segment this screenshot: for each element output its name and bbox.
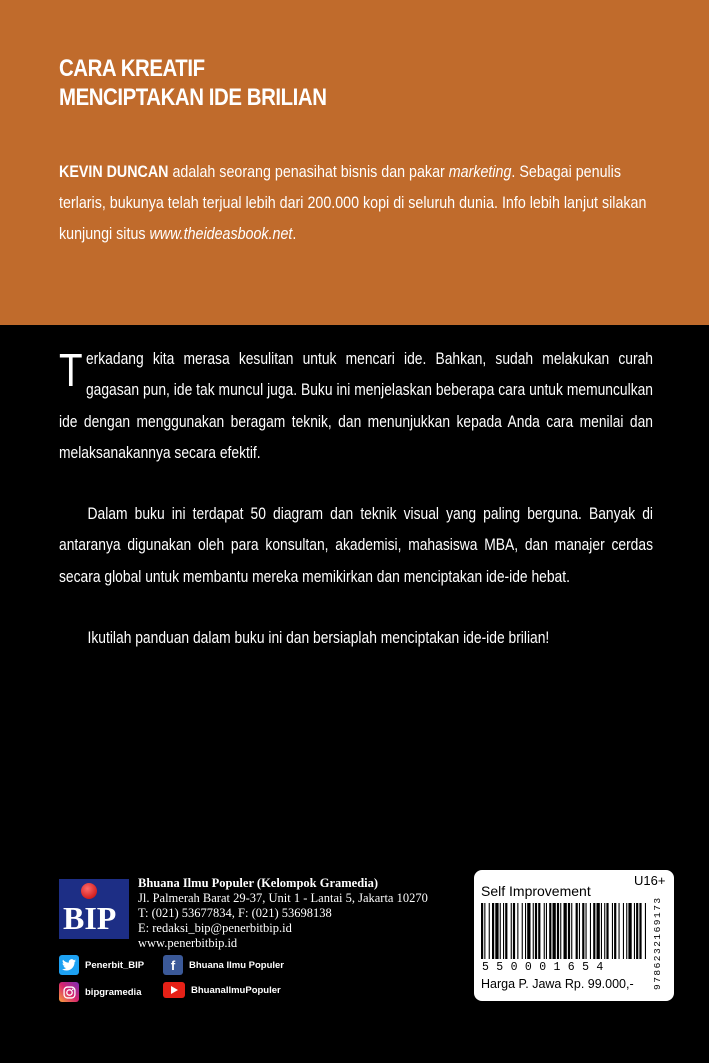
- author-website: www.theideasbook.net: [149, 224, 293, 243]
- barcode-price: Harga P. Jawa Rp. 99.000,-: [481, 977, 634, 991]
- logo-dot: [81, 883, 97, 899]
- barcode-category: Self Improvement: [481, 883, 591, 899]
- cover-top-panel: [0, 0, 709, 325]
- blurb-paragraph-2: Dalam buku ini terdapat 50 diagram dan teknik visual yang paling berguna. Banyak di antaranya digunakan oleh para konsultan, akademisi, mahasiswa MBA, dan manajer cerdas secara global untuk membantu mereka memikirkan dan menciptakan ide-ide hebat.: [59, 505, 654, 586]
- social-youtube: [163, 982, 281, 998]
- author-bio: [59, 156, 647, 249]
- dropcap: T: [59, 344, 83, 396]
- book-title: [59, 54, 327, 112]
- blurb-p1-text: erkadang kita merasa kesulitan untuk mencari ide. Bahkan, sudah melakukan curah gagasan pun, ide tak muncul juga. Buku ini menjelaskan beberapa cara untuk memunculkan ide dengan menggunakan beragam teknik, dan menunjukkan kepada Anda cara menilai dan melaksanakannya secara efektif.: [59, 350, 654, 462]
- twitter-handle: Penerbit_BIP: [85, 959, 145, 971]
- barcode-box: [474, 870, 674, 1001]
- publisher-info: [138, 876, 428, 951]
- facebook-handle: Bhuana Ilmu Populer: [189, 959, 285, 971]
- author-text-b: . Sebagai penulis terlaris, bukunya telah terjual lebih dari 200.000 kopi di seluruh dunia. Info lebih lanjut silakan kunjungi situs: [59, 162, 647, 243]
- author-text-end: .: [292, 224, 297, 243]
- social-instagram: [59, 982, 142, 1002]
- twitter-icon: [59, 955, 79, 975]
- social-twitter: [59, 955, 144, 975]
- publisher-logo: [59, 879, 129, 939]
- author-text-a: adalah seorang penasihat bisnis dan pakar: [168, 162, 449, 181]
- title-line-2a: MENCIPTAKAN IDE: [59, 84, 242, 111]
- logo-text: BIP: [63, 900, 117, 936]
- barcode-bars: [479, 903, 649, 959]
- blurb-paragraph-3: Ikutilah panduan dalam buku ini dan bersiaplah menciptakan ide-ide brilian!: [87, 629, 550, 648]
- title-line-2: [59, 83, 327, 112]
- instagram-handle: bipgramedia: [85, 986, 142, 998]
- publisher-web: www.penerbitbip.id: [138, 936, 238, 950]
- facebook-icon: f: [163, 955, 183, 975]
- publisher-phone: T: (021) 53677834, F: (021) 53698138: [138, 906, 332, 920]
- barcode-number: 550001654: [482, 961, 611, 974]
- instagram-icon: [59, 982, 79, 1002]
- title-line-2b: BRILIAN: [246, 84, 327, 111]
- youtube-icon: [163, 982, 185, 998]
- barcode-isbn: 9786232169173: [652, 896, 663, 990]
- title-line-1: CARA KREATIF: [59, 55, 205, 82]
- blurb: [59, 344, 653, 684]
- publisher-name: Bhuana Ilmu Populer (Kelompok Gramedia): [138, 876, 379, 890]
- youtube-handle: BhuanaIlmuPopuler: [191, 984, 281, 996]
- author-name: KEVIN DUNCAN: [59, 162, 169, 181]
- publisher-address: Jl. Palmerah Barat 29-37, Unit 1 - Lantai 5, Jakarta 10270: [138, 891, 428, 905]
- author-text-italic: marketing: [448, 162, 512, 181]
- publisher-email: E: redaksi_bip@penerbitbip.id: [138, 921, 292, 935]
- blurb-paragraph-1: [59, 344, 653, 469]
- social-facebook: [163, 955, 284, 975]
- barcode-age-rating: U16+: [634, 873, 666, 888]
